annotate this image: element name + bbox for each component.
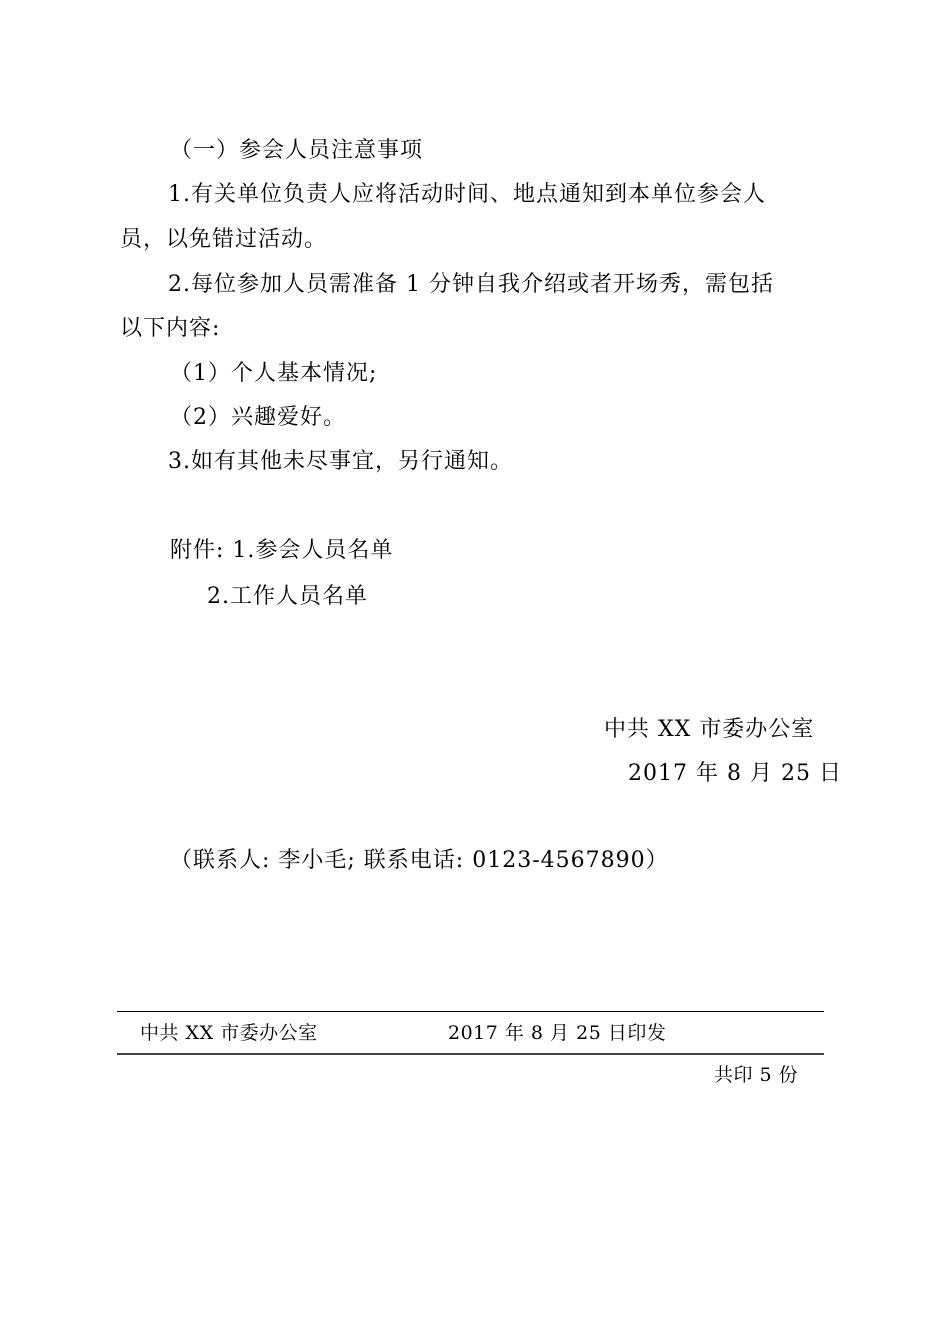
- sub-item-2: （2）兴趣爱好。: [170, 405, 346, 430]
- footer-bottom-rule: [117, 1053, 824, 1055]
- footer-issue-date: 2017 年 8 月 25 日印发: [448, 1022, 667, 1044]
- item-1-line-1: 1.有关单位负责人应将活动时间、地点通知到本单位参会人: [168, 182, 766, 207]
- footer-org: 中共 XX 市委办公室: [140, 1022, 318, 1044]
- item-3: 3.如有其他未尽事宜，另行通知。: [168, 449, 513, 474]
- sub-item-1: （1）个人基本情况;: [170, 361, 378, 386]
- footer-top-rule: [117, 1011, 824, 1012]
- signature-date: 2017 年 8 月 25 日: [628, 761, 842, 786]
- attachment-2: 2.工作人员名单: [207, 584, 368, 609]
- attachment-1: 附件: 1.参会人员名单: [170, 538, 394, 563]
- contact-info: （联系人: 李小毛; 联系电话: 0123-4567890）: [170, 848, 669, 873]
- item-1-line-2: 员，以免错过活动。: [120, 227, 328, 252]
- item-2-line-1: 2.每位参加人员需准备 1 分钟自我介绍或者开场秀，需包括: [168, 272, 774, 297]
- item-2-line-2: 以下内容:: [120, 316, 221, 341]
- footer-copies: 共印 5 份: [714, 1064, 799, 1086]
- section-heading: （一）参会人员注意事项: [170, 138, 424, 163]
- signature-org: 中共 XX 市委办公室: [604, 717, 815, 742]
